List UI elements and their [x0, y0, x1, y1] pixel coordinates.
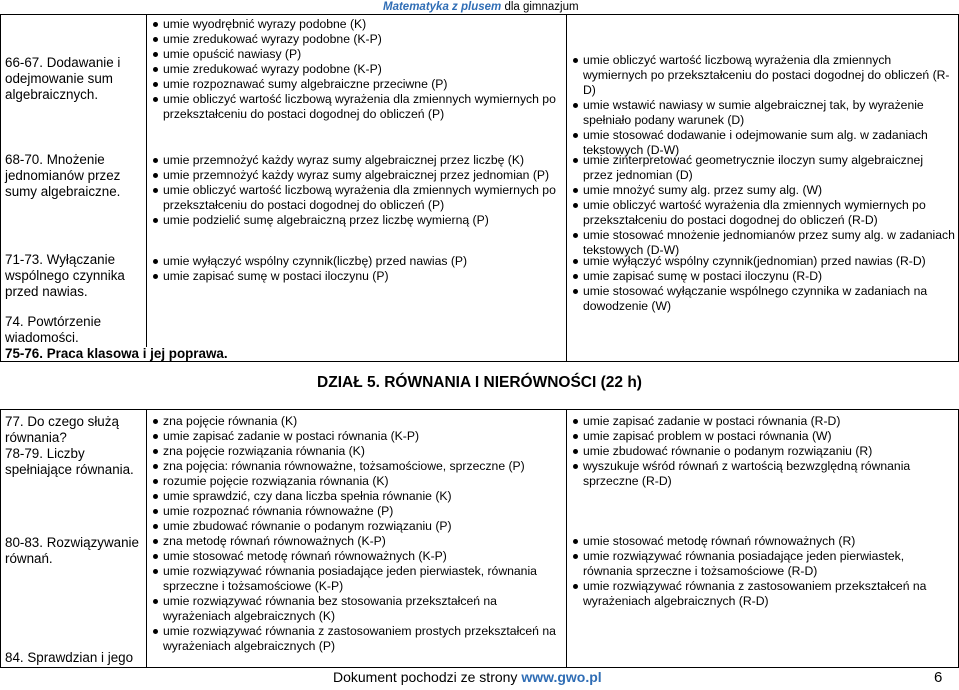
page-number: 6	[934, 669, 943, 686]
list-item: umie wstawić nawiasy w sumie algebraicznej tak, by wyrażenie spełniało podany warunek (D)	[572, 98, 956, 128]
lesson-title: 80-83. Rozwiązywanie równań.	[5, 535, 139, 566]
section-title: DZIAŁ 5. RÓWNANIA I NIERÓWNOŚCI (22 h)	[317, 374, 642, 391]
basic-requirements-list	[152, 254, 564, 284]
list-item: zna pojęcie rozwiązania równania (K)	[152, 444, 564, 459]
lesson-title: 84. Sprawdzian i jego	[5, 650, 134, 665]
list-item: umie stosować wyłączanie wspólnego czynnika w zadaniach na dowodzenie (W)	[572, 284, 956, 314]
list-item: umie stosować metodę równań równoważnych (K-P)	[152, 549, 564, 564]
list-item: umie rozwiązywać równania posiadające jeden pierwiastek, równania sprzeczne i tożsamościowe (K-P)	[152, 564, 564, 594]
list-item: umie stosować metodę równań równoważnych (R)	[572, 534, 956, 549]
lesson-title: 71-73. Wyłączanie wspólnego czynnika przed nawias.	[5, 252, 125, 299]
advanced-requirements-list	[572, 153, 956, 258]
advanced-requirements-list	[572, 444, 956, 489]
lesson-title: 74. Powtórzenie wiadomości.	[5, 314, 102, 345]
lesson-title: 66-67. Dodawanie i odejmowanie sum algebraicznych.	[5, 55, 121, 102]
list-item: umie zredukować wyrazy podobne (K-P)	[152, 62, 564, 77]
advanced-requirements-list	[572, 53, 956, 158]
table-column-divider	[566, 409, 567, 667]
table-column-divider	[146, 409, 147, 667]
list-item: umie zapisać sumę w postaci iloczynu (R-D)	[572, 269, 956, 284]
list-item: umie stosować mnożenie jednomianów przez sumy alg. w zadaniach tekstowych (D-W)	[572, 228, 956, 258]
list-item: umie obliczyć wartość liczbową wyrażenia dla zmiennych wymiernych po przekształceniu do postaci dogodnej do obliczeń (P)	[152, 92, 564, 122]
table-border-top	[0, 14, 959, 15]
basic-requirements-list	[152, 444, 564, 534]
footer-text: Dokument pochodzi ze strony	[333, 669, 522, 685]
advanced-requirements-list	[572, 254, 956, 314]
advanced-requirements-list	[572, 414, 956, 444]
lesson-title: 68-70. Mnożenie jednomianów przez sumy algebraiczne.	[5, 152, 121, 199]
list-item: umie zapisać zadanie w postaci równania (R-D)	[572, 414, 956, 429]
list-item: umie obliczyć wartość wyrażenia dla zmiennych wymiernych po przekształceniu do postaci dogodnej do obliczeń (R-D)	[572, 198, 956, 228]
lesson-title: 75-76. Praca klasowa i jej poprawa.	[5, 346, 228, 361]
basic-requirements-list	[152, 153, 564, 228]
list-item: zna pojęcia: równania równoważne, tożsamościowe, sprzeczne (P)	[152, 459, 564, 474]
list-item: umie przemnożyć każdy wyraz sumy algebraicznej przez jednomian (P)	[152, 168, 564, 183]
table-column-divider	[146, 14, 147, 347]
list-item: zna pojęcie równania (K)	[152, 414, 564, 429]
basic-requirements-list	[152, 17, 564, 122]
table-border-bottom	[0, 667, 959, 668]
list-item: umie rozwiązywać równania bez stosowania przekształceń na wyrażeniach algebraicznych (K)	[152, 594, 564, 624]
table-border-left	[0, 409, 1, 667]
list-item: umie stosować dodawanie i odejmowanie sum alg. w zadaniach tekstowych (D-W)	[572, 128, 956, 158]
list-item: umie podzielić sumę algebraiczną przez liczbę wymierną (P)	[152, 213, 564, 228]
page-footer	[333, 670, 602, 685]
list-item: umie wyodrębnić wyrazy podobne (K)	[152, 17, 564, 32]
list-item: zna metodę równań równoważnych (K-P)	[152, 534, 564, 549]
list-item: umie zredukować wyrazy podobne (K-P)	[152, 32, 564, 47]
list-item: umie rozpoznawać sumy algebraiczne przeciwne (P)	[152, 77, 564, 92]
list-item: umie zapisać zadanie w postaci równania (K-P)	[152, 429, 564, 444]
list-item: umie rozwiązywać równania posiadające jeden pierwiastek, równania sprzeczne i tożsamościowe (R-D)	[572, 549, 956, 579]
list-item: umie wyłączyć wspólny czynnik(liczbę) przed nawias (P)	[152, 254, 564, 269]
list-item: umie zinterpretować geometrycznie iloczyn sumy algebraicznej przez jednomian (D)	[572, 153, 956, 183]
page-header	[383, 0, 579, 15]
list-item: umie rozpoznać równania równoważne (P)	[152, 504, 564, 519]
list-item: umie przemnożyć każdy wyraz sumy algebraicznej przez liczbę (K)	[152, 153, 564, 168]
advanced-requirements-list	[572, 534, 956, 609]
list-item: umie mnożyć sumy alg. przez sumy alg. (W)	[572, 183, 956, 198]
table-column-divider	[566, 14, 567, 361]
list-item: umie obliczyć wartość liczbową wyrażenia dla zmiennych wymiernych po przekształceniu do postaci dogodnej do obliczeń (P)	[152, 183, 564, 213]
list-item: umie opuścić nawiasy (P)	[152, 47, 564, 62]
table-border-left	[0, 14, 1, 361]
list-item: umie zbudować równanie o podanym rozwiązaniu (P)	[152, 519, 564, 534]
table-border-top	[0, 409, 959, 410]
list-item: umie zbudować równanie o podanym rozwiązaniu (R)	[572, 444, 956, 459]
list-item: umie sprawdzić, czy dana liczba spełnia równanie (K)	[152, 489, 564, 504]
list-item: umie obliczyć wartość liczbową wyrażenia dla zmiennych wymiernych po przekształceniu do postaci dogodnej do obliczeń (R-D)	[572, 53, 956, 98]
list-item: rozumie pojęcie rozwiązania równania (K)	[152, 474, 564, 489]
header-suffix: dla gimnazjum	[501, 1, 579, 13]
list-item: umie zapisać problem w postaci równania (W)	[572, 429, 956, 444]
basic-requirements-list	[152, 534, 564, 654]
lesson-title: 78-79. Liczby spełniające równania.	[5, 446, 134, 477]
list-item: umie rozwiązywać równania z zastosowaniem przekształceń na wyrażeniach algebraicznych (R-D)	[572, 579, 956, 609]
basic-requirements-list	[152, 414, 564, 444]
footer-site-link[interactable]: www.gwo.pl	[521, 669, 602, 685]
lesson-title: 77. Do czego służą równania?	[5, 414, 119, 445]
list-item: wyszukuje wśród równań z wartością bezwzględną równania sprzeczne (R-D)	[572, 459, 956, 489]
list-item: umie rozwiązywać równania z zastosowaniem prostych przekształceń na wyrażeniach algebraicznych (P)	[152, 624, 564, 654]
header-brand: Matematyka z plusem	[383, 1, 502, 13]
list-item: umie wyłączyć wspólny czynnik(jednomian) przed nawias (R-D)	[572, 254, 956, 269]
list-item: umie zapisać sumę w postaci iloczynu (P)	[152, 269, 564, 284]
